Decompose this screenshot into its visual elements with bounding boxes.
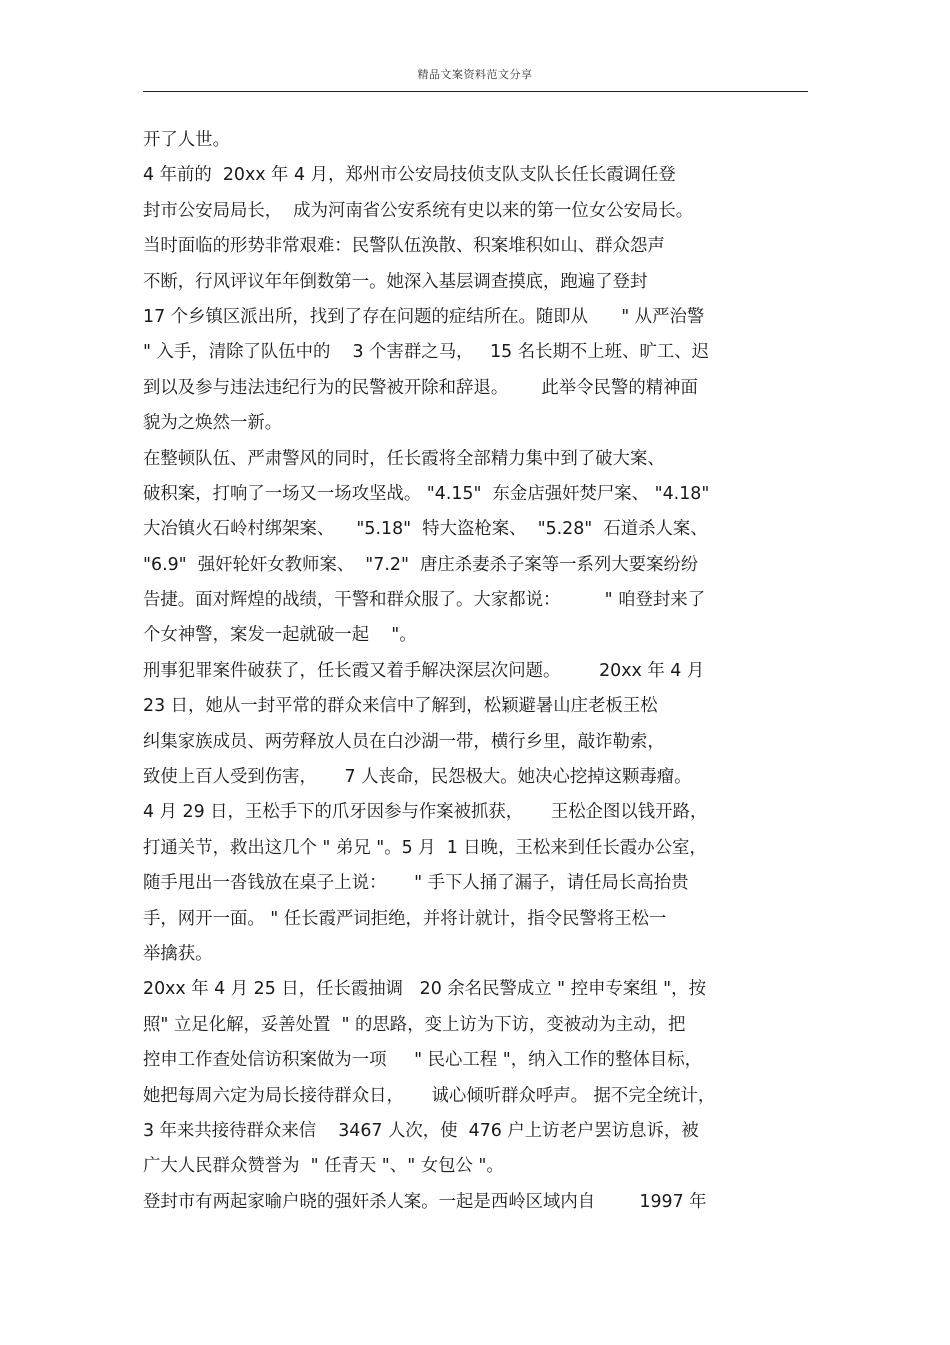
text-line: 开了人世。	[143, 130, 230, 150]
text-line: 个女神警，案发一起就破一起 "。	[143, 625, 417, 646]
text-line: 20xx 年 4 月 25 日，任长霞抽调 20 余名民警成立 " 控申专案组 "，按	[143, 979, 706, 1000]
text-line: 封市公安局局长， 成为河南省公安系统有史以来的第一位女公安局长。	[143, 200, 694, 221]
text-line: 她把每周六定为局长接待群众日， 诚心倾听群众呼声。 据不完全统计，	[143, 1085, 716, 1106]
text-line: 告捷。面对辉煌的战绩，干警和群众服了。大家都说： " 咱登封来了	[143, 590, 706, 611]
text-line: 不断，行风评议年年倒数第一。她深入基层调查摸底，跑遍了登封	[143, 271, 648, 292]
text-line: 登封市有两起家喻户晓的强奸杀人案。一起是西岭区域内自 1997 年	[143, 1191, 707, 1212]
text-line: 纠集家族成员、两劳释放人员在白沙湖一带，横行乡里，敲诈勒索，	[143, 731, 665, 752]
text-line: 4 月 29 日，王松手下的爪牙因参与作案被抓获， 王松企图以钱开路，	[143, 802, 708, 823]
text-line: 打通关节，救出这几个 " 弟兄 "。5 月 1 日晚，王松来到任长霞办公室，	[143, 837, 707, 858]
text-line: 手，网开一面。 " 任长霞严词拒绝，并将计就计，指令民警将王松一	[143, 908, 667, 929]
text-line: 到以及参与违法违纪行为的民警被开除和辞退。 此举令民警的精神面	[143, 377, 698, 398]
text-line: 照" 立足化解，妥善处置 " 的思路，变上访为下访，变被动为主动，把	[143, 1014, 686, 1035]
text-line: 4 年前的 20xx 年 4 月，郑州市公安局技侦支队支队长任长霞调任登	[143, 165, 676, 186]
text-line: 致使上百人受到伤害， 7 人丧命，民怨极大。她决心挖掉这颗毒瘤。	[143, 767, 692, 788]
text-line: "6.9" 强奸轮奸女教师案、 "7.2" 唐庄杀妻杀子案等一系列大要案纷纷	[143, 554, 699, 575]
text-line: 貌为之焕然一新。	[143, 413, 283, 434]
text-line: 3 年来共接待群众来信 3467 人次，使 476 户上访老户罢访息诉，被	[143, 1120, 699, 1141]
text-line: 17 个乡镇区派出所，找到了存在问题的症结所在。随即从 " 从严治警	[143, 306, 705, 327]
text-line: 举擒获。	[143, 943, 213, 964]
text-line: 控申工作查处信访积案做为一项 " 民心工程 "，纳入工作的整体目标，	[143, 1050, 703, 1071]
text-line: 23 日，她从一封平常的群众来信中了解到，松颖避暑山庄老板王松	[143, 696, 658, 717]
text-line: 大冶镇火石岭村绑架案、 "5.18" 特大盗枪案、 "5.28" 石道杀人案、	[143, 519, 708, 540]
header-divider	[143, 91, 808, 92]
text-line: 随手甩出一沓钱放在桌子上说： " 手下人捅了漏子，请任局长高抬贵	[143, 873, 689, 894]
article-body	[143, 123, 815, 1220]
header-title: 精品文案资料范文分享	[417, 68, 533, 81]
text-line: 广大人民群众赞誉为 " 任青天 "、" 女包公 "。	[143, 1156, 504, 1177]
text-line: 当时面临的形势非常艰难：民警队伍涣散、积案堆积如山、群众怨声	[143, 236, 665, 257]
text-line: 破积案，打响了一场又一场攻坚战。 "4.15" 东金店强奸焚尸案、 "4.18"	[143, 483, 710, 504]
text-line: " 入手，清除了队伍中的 3 个害群之马， 15 名长期不上班、旷工、迟	[143, 342, 710, 363]
text-line: 在整顿队伍、严肃警风的同时，任长霞将全部精力集中到了破大案、	[143, 448, 665, 469]
text-line: 刑事犯罪案件破获了，任长霞又着手解决深层次问题。 20xx 年 4 月	[143, 660, 705, 681]
